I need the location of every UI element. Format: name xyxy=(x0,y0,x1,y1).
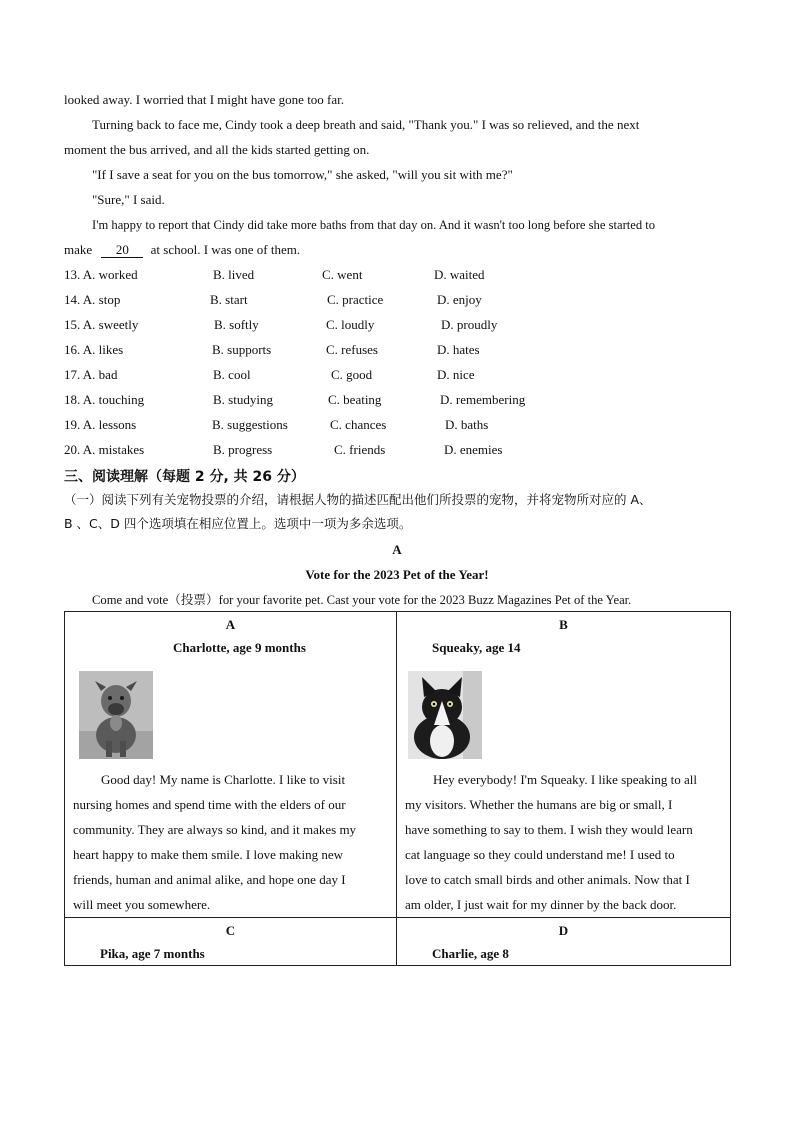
option-d: D. baths xyxy=(445,417,489,432)
option-b: B. lived xyxy=(213,267,255,282)
pet-card-a xyxy=(65,612,397,918)
option-b: B. progress xyxy=(213,442,273,457)
option-a: 19. A. lessons xyxy=(64,417,137,432)
passage-line: moment the bus arrived, and all the kids started getting on. xyxy=(64,142,370,157)
pet-name: Charlotte, age 9 months xyxy=(173,640,306,655)
passage-line: "If I save a seat for you on the bus tomorrow," she asked, "will you sit with me?" xyxy=(92,167,513,182)
pet-name: Squeaky, age 14 xyxy=(432,640,521,655)
answer-blank-20[interactable]: 20 xyxy=(101,243,143,258)
pet-vote-table xyxy=(64,611,731,966)
option-b: B. suggestions xyxy=(212,417,288,432)
option-d: D. waited xyxy=(434,267,485,282)
option-d: D. proudly xyxy=(441,317,498,332)
option-c: C. refuses xyxy=(326,342,378,357)
section-heading: 三、阅读理解（每题 2 分, 共 26 分） xyxy=(64,469,305,485)
pet-card-c xyxy=(65,918,397,966)
pet-letter: D xyxy=(558,923,569,938)
option-d: D. enemies xyxy=(444,442,503,457)
article-title: Vote for the 2023 Pet of the Year! xyxy=(305,567,489,582)
cat-photo xyxy=(408,671,482,759)
option-c: C. beating xyxy=(328,392,382,407)
option-c: C. went xyxy=(322,267,363,282)
description-line: my visitors. Whether the humans are big or small, I xyxy=(405,797,673,812)
option-b: B. start xyxy=(210,292,248,307)
option-a: 15. A. sweetly xyxy=(64,317,139,332)
pet-card-b xyxy=(397,612,731,918)
description-line: cat language so they could understand me! I used to xyxy=(405,847,675,862)
passage-line: looked away. I worried that I might have gone too far. xyxy=(64,92,345,107)
option-d: D. nice xyxy=(437,367,475,382)
description-line: love to catch small birds and other animals. Now that I xyxy=(405,872,690,887)
dog-photo xyxy=(79,671,153,759)
passage-line-with-blank xyxy=(64,242,734,258)
option-b: B. cool xyxy=(213,367,251,382)
article-intro: Come and vote（投票）for your favorite pet. Cast your vote for the 2023 Buzz Magazines Pet of the Year. xyxy=(92,593,632,607)
option-a: 16. A. likes xyxy=(64,342,124,357)
description-line: community. They are always so kind, and it makes my xyxy=(73,822,357,837)
option-c: C. good xyxy=(331,367,373,382)
option-b: B. studying xyxy=(213,392,273,407)
option-c: C. chances xyxy=(330,417,387,432)
description-line: am older, I just wait for my dinner by the back door. xyxy=(405,897,677,912)
pet-description xyxy=(65,767,396,917)
pet-name: Charlie, age 8 xyxy=(432,946,509,961)
description-line: Good day! My name is Charlotte. I like to visit xyxy=(101,772,346,787)
instruction-line: B 、C、D 四个选项填在相应位置上。选项中一项为多余选项。 xyxy=(64,516,412,531)
pet-description xyxy=(397,767,730,917)
passage-text: make xyxy=(64,242,93,257)
option-b: B. supports xyxy=(212,342,272,357)
description-line: friends, human and animal alike, and hope one day I xyxy=(73,872,346,887)
pet-letter: B xyxy=(559,617,568,632)
passage-line: I'm happy to report that Cindy did take more baths from that day on. And it wasn't too long before she started to xyxy=(92,218,656,232)
instruction-line: （一）阅读下列有关宠物投票的介绍，请根据人物的描述匹配出他们所投票的宠物，并将宠物所对应的 A、 xyxy=(64,492,652,507)
pet-name: Pika, age 7 months xyxy=(100,946,205,961)
description-line: will meet you somewhere. xyxy=(73,897,211,912)
option-c: C. practice xyxy=(327,292,384,307)
pet-letter: A xyxy=(225,617,236,632)
option-b: B. softly xyxy=(214,317,259,332)
option-d: D. hates xyxy=(437,342,480,357)
description-line: heart happy to make them smile. I love making new xyxy=(73,847,344,862)
passage-line: Turning back to face me, Cindy took a deep breath and said, "Thank you." I was so relieved, and the next xyxy=(92,117,640,132)
option-c: C. friends xyxy=(334,442,386,457)
passage-line: "Sure," I said. xyxy=(92,192,165,207)
option-a: 17. A. bad xyxy=(64,367,118,382)
part-label: A xyxy=(392,542,402,557)
pet-letter: C xyxy=(225,923,236,938)
option-a: 18. A. touching xyxy=(64,392,145,407)
passage-text: at school. I was one of them. xyxy=(150,242,301,257)
option-a: 13. A. worked xyxy=(64,267,138,282)
description-line: have something to say to them. I wish they would learn xyxy=(405,822,693,837)
option-c: C. loudly xyxy=(326,317,375,332)
description-line: Hey everybody! I'm Squeaky. I like speaking to all xyxy=(433,772,697,787)
option-a: 14. A. stop xyxy=(64,292,121,307)
option-d: D. enjoy xyxy=(437,292,482,307)
pet-card-d xyxy=(397,918,731,966)
option-a: 20. A. mistakes xyxy=(64,442,145,457)
description-line: nursing homes and spend time with the elders of our xyxy=(73,797,346,812)
option-d: D. remembering xyxy=(440,392,526,407)
